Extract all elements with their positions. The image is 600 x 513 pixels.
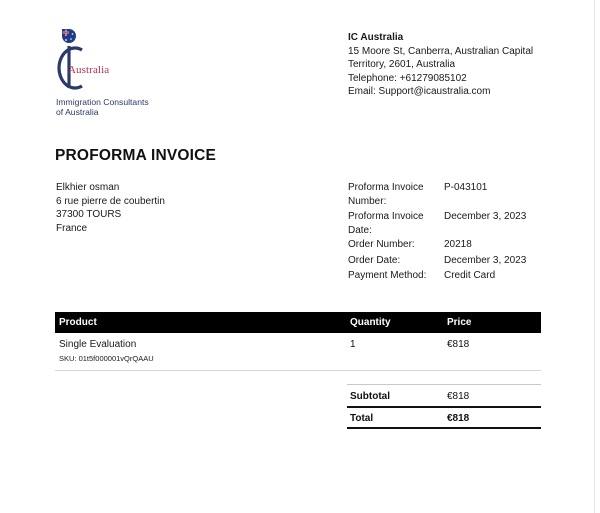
invoice-meta bbox=[348, 181, 544, 284]
totals-middle-rule bbox=[347, 406, 541, 408]
meta-value: P-043101 bbox=[444, 182, 488, 193]
company-email: Email: Support@icaustralia.com bbox=[348, 86, 491, 97]
company-address-line1: 15 Moore St, Canberra, Australian Capital bbox=[348, 45, 534, 57]
company-name: IC Australia bbox=[348, 32, 404, 43]
total-value: €818 bbox=[447, 413, 470, 424]
totals-bottom-rule bbox=[347, 427, 541, 429]
company-telephone: Telephone: +61279085102 bbox=[348, 72, 467, 84]
meta-value: December 3, 2023 bbox=[444, 255, 527, 266]
meta-row-invoice-number bbox=[348, 181, 544, 210]
meta-row-order-date bbox=[348, 254, 544, 269]
table-header bbox=[55, 312, 541, 333]
meta-value: December 3, 2023 bbox=[444, 211, 527, 222]
meta-label: Proforma Invoice Number: bbox=[348, 182, 424, 207]
billing-address bbox=[56, 181, 165, 235]
company-info bbox=[348, 31, 533, 99]
document-title: PROFORMA INVOICE bbox=[55, 147, 217, 164]
customer-city: 37300 TOURS bbox=[56, 209, 122, 220]
page-edge bbox=[594, 0, 595, 513]
subtotal-label: Subtotal bbox=[350, 391, 390, 402]
product-name: Single Evaluation bbox=[59, 339, 137, 350]
meta-label: Order Number: bbox=[348, 239, 415, 250]
column-header-product: Product bbox=[59, 317, 97, 328]
logo-tagline-line1: Immigration Consultants bbox=[56, 97, 149, 107]
meta-label: Payment Method: bbox=[348, 270, 427, 281]
company-logo bbox=[54, 28, 164, 118]
meta-row-invoice-date bbox=[348, 210, 544, 254]
logo-wordmark: Australia bbox=[68, 64, 110, 76]
company-address-line2: Territory, 2601, Australia bbox=[348, 59, 456, 70]
row-divider bbox=[55, 370, 541, 371]
customer-name: Elkhier osman bbox=[56, 182, 120, 193]
logo-tagline-line2: of Australia bbox=[56, 107, 99, 117]
customer-street: 6 rue pierre de coubertin bbox=[56, 195, 165, 207]
subtotal-value: €818 bbox=[447, 391, 470, 402]
meta-row-payment-method bbox=[348, 269, 544, 284]
product-price: €818 bbox=[447, 339, 470, 350]
product-quantity: 1 bbox=[350, 339, 356, 350]
column-header-quantity: Quantity bbox=[350, 317, 391, 328]
meta-value: Credit Card bbox=[444, 270, 496, 281]
meta-label: Proforma Invoice Date: bbox=[348, 211, 424, 236]
australia-flag-icon bbox=[62, 29, 76, 43]
customer-country: France bbox=[56, 222, 88, 234]
column-header-price: Price bbox=[447, 317, 472, 328]
totals-top-rule bbox=[347, 384, 541, 385]
product-sku: SKU: 01t5f000001vQrQAAU bbox=[59, 354, 154, 363]
meta-value: 20218 bbox=[444, 239, 472, 250]
meta-label: Order Date: bbox=[348, 255, 401, 266]
total-label: Total bbox=[350, 413, 374, 424]
